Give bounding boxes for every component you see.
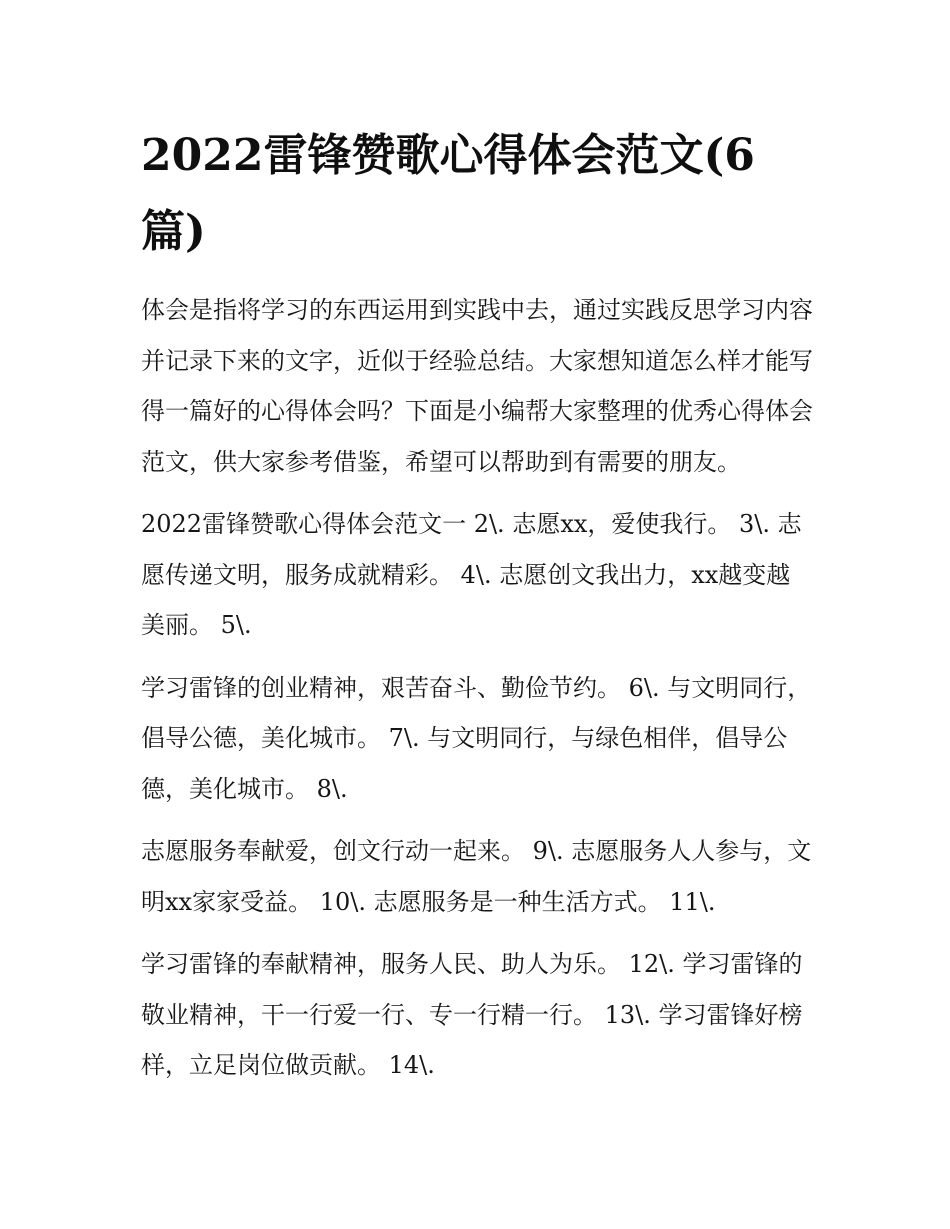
document-title: 2022雷锋赞歌心得体会范文(6篇) (141, 130, 755, 257)
body-paragraph: 学习雷锋的奉献精神，服务人民、助人为乐。 12\. 学习雷锋的敬业精神，干一行爱一行、专一行精一行。 13\. 学习雷锋好榜样，立足岗位做贡献。 14\. (141, 950, 803, 1079)
intro-paragraph: 体会是指将学习的东西运用到实践中去，通过实践反思学习内容并记录下来的文字，近似于经验总结。大家想知道怎么样才能写得一篇好的心得体会吗？下面是小编帮大家整理的优秀心得体会范文，供大家参考借鉴，希望可以帮助到有需要的朋友。 (141, 296, 813, 476)
body-paragraph: 学习雷锋的创业精神，艰苦奋斗、勤俭节约。 6\. 与文明同行，倡导公德，美化城市。 7\. 与文明同行，与绿色相伴，倡导公德，美化城市。 8\. (141, 673, 812, 803)
document-body (141, 118, 813, 1091)
body-paragraph: 志愿服务奉献爱，创文行动一起来。 9\. 志愿服务人人参与，文明xx家家受益。 10\. 志愿服务是一种生活方式。 11\. (141, 837, 812, 916)
body-paragraph: 2022雷锋赞歌心得体会范文一 2\. 志愿xx，爱使我行。 3\. 志愿传递文明，服务成就精彩。 4\. 志愿创文我出力，xx越变越美丽。 5\. (141, 510, 802, 639)
